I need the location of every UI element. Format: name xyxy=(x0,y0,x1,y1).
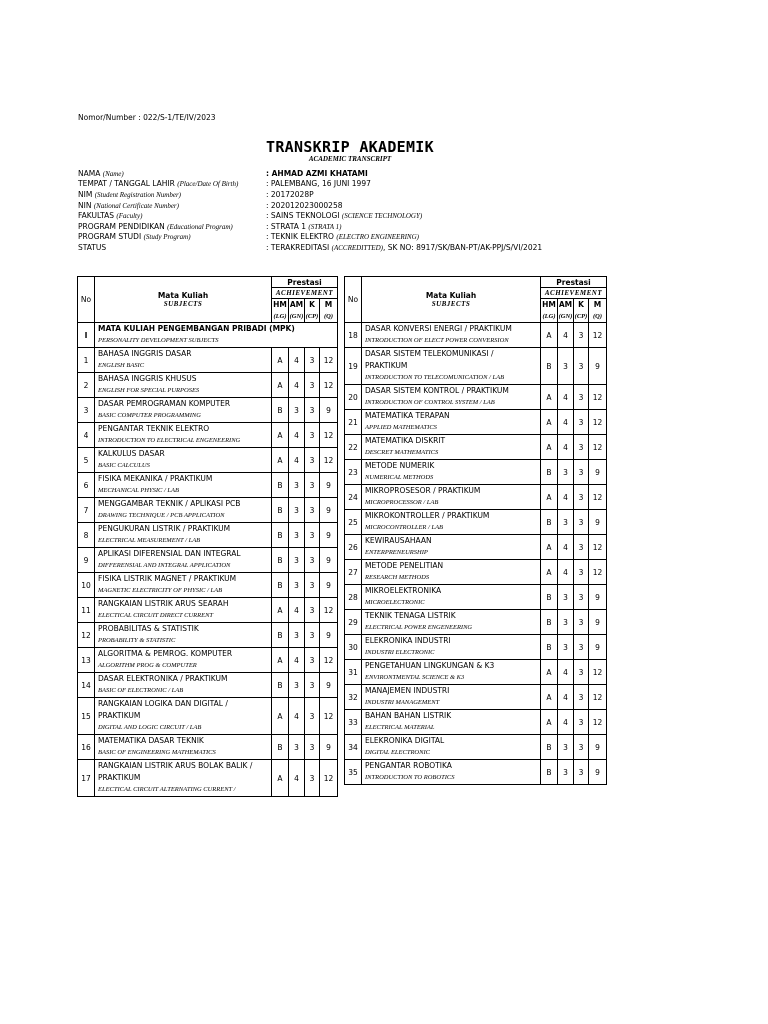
grade-number: 3 xyxy=(558,635,574,660)
credit-points: 3 xyxy=(305,573,320,598)
row-number: 5 xyxy=(78,448,95,473)
grade-letter: B xyxy=(541,460,558,485)
credit-points: 3 xyxy=(574,485,589,510)
credit-points: 3 xyxy=(574,735,589,760)
table-row xyxy=(345,348,607,385)
table-row xyxy=(345,410,607,435)
row-number: 35 xyxy=(345,760,362,785)
grade-letter: B xyxy=(272,573,289,598)
header-prestasi: Prestasi xyxy=(272,277,338,288)
info-label: PROGRAM STUDI (Study Program) xyxy=(78,232,191,242)
row-number: 11 xyxy=(78,598,95,623)
quality-points: 9 xyxy=(320,623,338,648)
subject-name: KEWIRAUSAHAAN ENTERPRENEURSHIP xyxy=(362,535,541,560)
quality-points: 12 xyxy=(589,385,607,410)
subject-name: RANGKAIAN LISTRIK ARUS BOLAK BALIK / PRAKTIKUM ELECTICAL CIRCUIT ALTERNATING CURRENT / xyxy=(95,760,272,797)
credit-points: 3 xyxy=(574,535,589,560)
credit-points: 3 xyxy=(305,648,320,673)
grade-letter: A xyxy=(541,660,558,685)
subject-name: MIKROPROSESOR / PRAKTIKUM MICROPROCESSOR / LAB xyxy=(362,485,541,510)
grade-letter: B xyxy=(541,585,558,610)
header-no: No xyxy=(345,277,362,323)
credit-points: 3 xyxy=(574,410,589,435)
grade-number: 3 xyxy=(289,735,305,760)
quality-points: 9 xyxy=(589,610,607,635)
row-number: 19 xyxy=(345,348,362,385)
grade-number: 4 xyxy=(289,760,305,797)
grade-letter: B xyxy=(272,473,289,498)
quality-points: 12 xyxy=(589,323,607,348)
subject-name: MATEMATIKA DASAR TEKNIK BASIC OF ENGINEERING MATHEMATICS xyxy=(95,735,272,760)
quality-points: 12 xyxy=(589,485,607,510)
row-number: 15 xyxy=(78,698,95,735)
quality-points: 12 xyxy=(589,435,607,460)
table-row xyxy=(345,460,607,485)
quality-points: 12 xyxy=(589,685,607,710)
table-row xyxy=(78,348,338,373)
row-number: 12 xyxy=(78,623,95,648)
grade-letter: A xyxy=(272,373,289,398)
transcript-table-left xyxy=(77,276,338,797)
grade-letter: A xyxy=(541,435,558,460)
header-no: No xyxy=(78,277,95,323)
quality-points: 12 xyxy=(320,373,338,398)
credit-points: 3 xyxy=(574,760,589,785)
grade-number: 3 xyxy=(558,348,574,385)
credit-points: 3 xyxy=(574,560,589,585)
row-number: 31 xyxy=(345,660,362,685)
quality-points: 12 xyxy=(589,660,607,685)
grade-letter: A xyxy=(272,698,289,735)
row-number: 28 xyxy=(345,585,362,610)
subject-name: BAHASA INGGRIS DASAR ENGLISH BASIC xyxy=(95,348,272,373)
credit-points: 3 xyxy=(574,710,589,735)
subject-name: KALKULUS DASAR BASIC CALCULUS xyxy=(95,448,272,473)
info-row xyxy=(78,179,542,190)
grade-letter: B xyxy=(272,398,289,423)
table-row xyxy=(345,585,607,610)
table-row xyxy=(78,398,338,423)
row-number: 24 xyxy=(345,485,362,510)
table-row xyxy=(78,735,338,760)
credit-points: 3 xyxy=(305,423,320,448)
subject-name: PENGETAHUAN LINGKUNGAN & K3 ENVIRONTMENTAL SCIENCE & K3 xyxy=(362,660,541,685)
info-label: STATUS xyxy=(78,242,107,252)
grade-letter: A xyxy=(541,535,558,560)
table-row xyxy=(78,498,338,523)
credit-points: 3 xyxy=(574,435,589,460)
row-number: 29 xyxy=(345,610,362,635)
grade-letter: A xyxy=(541,323,558,348)
table-row xyxy=(78,673,338,698)
quality-points: 9 xyxy=(589,585,607,610)
row-number: 26 xyxy=(345,535,362,560)
row-number: 34 xyxy=(345,735,362,760)
table-row xyxy=(78,648,338,673)
table-row xyxy=(345,635,607,660)
page-subtitle: ACADEMIC TRANSCRIPT xyxy=(308,155,392,163)
grade-letter: A xyxy=(541,410,558,435)
credit-points: 3 xyxy=(305,548,320,573)
table-row xyxy=(78,473,338,498)
section-title: MATA KULIAH PENGEMBANGAN PRIBADI (MPK) PERSONALITY DEVELOPMENT SUBJECTS xyxy=(95,323,338,348)
header-subject xyxy=(95,277,272,323)
row-number: 22 xyxy=(345,435,362,460)
info-label: NIN (National Certificate Number) xyxy=(78,200,179,210)
table-row xyxy=(78,548,338,573)
quality-points: 9 xyxy=(320,473,338,498)
credit-points: 3 xyxy=(305,598,320,623)
subject-name: RANGKAIAN LOGIKA DAN DIGITAL / PRAKTIKUM DIGITAL AND LOGIC CIRCUIT / LAB xyxy=(95,698,272,735)
student-info xyxy=(78,168,542,253)
table-row xyxy=(78,760,338,797)
quality-points: 12 xyxy=(320,348,338,373)
credit-points: 3 xyxy=(305,760,320,797)
quality-points: 12 xyxy=(589,560,607,585)
row-number: 23 xyxy=(345,460,362,485)
credit-points: 3 xyxy=(574,460,589,485)
grade-number: 3 xyxy=(289,573,305,598)
quality-points: 9 xyxy=(320,523,338,548)
table-row xyxy=(345,560,607,585)
header-subjects-en: SUBJECTS xyxy=(431,300,471,308)
info-label: FAKULTAS (Faculty) xyxy=(78,211,143,221)
quality-points: 9 xyxy=(320,735,338,760)
quality-points: 9 xyxy=(320,673,338,698)
page-title: TRANSKRIP AKADEMIK xyxy=(266,138,434,156)
credit-points: 3 xyxy=(305,698,320,735)
table-row xyxy=(78,573,338,598)
section-row xyxy=(78,323,338,348)
info-value: : STRATA 1 (STRATA 1) xyxy=(266,221,342,231)
row-number: 14 xyxy=(78,673,95,698)
grade-letter: A xyxy=(272,760,289,797)
header-k: K (CP) xyxy=(574,299,589,323)
credit-points: 3 xyxy=(305,473,320,498)
quality-points: 12 xyxy=(320,648,338,673)
header-hm: HM (LG) xyxy=(272,299,289,323)
grade-number: 3 xyxy=(558,760,574,785)
header-m: M (Q) xyxy=(589,299,607,323)
subject-name: DASAR SISTEM TELEKOMUNIKASI / PRAKTIKUM INTRODUCTION TO TELECOMUNICATION / LAB xyxy=(362,348,541,385)
grade-number: 4 xyxy=(289,423,305,448)
subject-name: METODE NUMERIK NUMERICAL METHODS xyxy=(362,460,541,485)
info-value: : TERAKREDITASI (ACCREDITTED), SK NO: 8917/SK/BAN-PT/AK-PPJ/S/VI/2021 xyxy=(266,242,543,252)
grade-number: 3 xyxy=(558,510,574,535)
header-achievement: ACHIEVEMENT xyxy=(541,288,607,299)
grade-letter: B xyxy=(541,735,558,760)
header-am: AM (GN) xyxy=(558,299,574,323)
subject-name: MANAJEMEN INDUSTRI INDUSTRI MANAGEMENT xyxy=(362,685,541,710)
quality-points: 12 xyxy=(320,448,338,473)
grade-letter: A xyxy=(541,710,558,735)
row-number: 18 xyxy=(345,323,362,348)
subject-name: PROBABILITAS & STATISTIK PROBABILITY & STATISTIC xyxy=(95,623,272,648)
row-number: 30 xyxy=(345,635,362,660)
table-row xyxy=(78,373,338,398)
quality-points: 12 xyxy=(589,710,607,735)
grade-number: 4 xyxy=(558,660,574,685)
grade-number: 3 xyxy=(558,735,574,760)
info-label: PROGRAM PENDIDIKAN (Educational Program) xyxy=(78,221,233,231)
grade-number: 3 xyxy=(289,673,305,698)
grade-letter: B xyxy=(541,610,558,635)
subject-name: PENGANTAR ROBOTIKA INTRODUCTION TO ROBOTICS xyxy=(362,760,541,785)
grade-number: 3 xyxy=(558,460,574,485)
credit-points: 3 xyxy=(305,373,320,398)
header-hm: HM (LG) xyxy=(541,299,558,323)
section-number: I xyxy=(78,323,95,348)
subject-name: BAHAN BAHAN LISTRIK ELECTRICAL MATERIAL xyxy=(362,710,541,735)
grade-letter: B xyxy=(541,510,558,535)
info-label: NIM (Student Registration Number) xyxy=(78,189,182,199)
grade-number: 4 xyxy=(558,323,574,348)
grade-number: 3 xyxy=(558,585,574,610)
grade-number: 4 xyxy=(289,648,305,673)
grade-number: 4 xyxy=(558,485,574,510)
row-number: 33 xyxy=(345,710,362,735)
grade-letter: B xyxy=(272,498,289,523)
table-row xyxy=(345,535,607,560)
subject-name: BAHASA INGGRIS KHUSUS ENGLISH FOR SPECIAL PURPOSES xyxy=(95,373,272,398)
credit-points: 3 xyxy=(574,660,589,685)
subject-name: MATEMATIKA TERAPAN APPLIED MATHEMATICS xyxy=(362,410,541,435)
row-number: 17 xyxy=(78,760,95,797)
table-row xyxy=(78,623,338,648)
row-number: 2 xyxy=(78,373,95,398)
quality-points: 12 xyxy=(320,698,338,735)
grade-number: 4 xyxy=(289,698,305,735)
row-number: 27 xyxy=(345,560,362,585)
credit-points: 3 xyxy=(305,623,320,648)
subject-name: MIKROKONTROLLER / PRAKTIKUM MICROCONTROLLER / LAB xyxy=(362,510,541,535)
quality-points: 9 xyxy=(589,510,607,535)
row-number: 16 xyxy=(78,735,95,760)
table-row xyxy=(345,660,607,685)
grade-letter: B xyxy=(272,548,289,573)
grade-letter: A xyxy=(272,598,289,623)
subject-name: APLIKASI DIFERENSIAL DAN INTEGRAL DIFFERENSIAL AND INTEGRAL APPLICATION xyxy=(95,548,272,573)
subject-name: DASAR SISTEM KONTROL / PRAKTIKUM INTRODUCTION OF CONTROL SYSTEM / LAB xyxy=(362,385,541,410)
credit-points: 3 xyxy=(574,385,589,410)
credit-points: 3 xyxy=(574,635,589,660)
subject-name: DASAR KONVERSI ENERGI / PRAKTIKUM INTRODUCTION OF ELECT POWER CONVERSION xyxy=(362,323,541,348)
grade-letter: A xyxy=(541,560,558,585)
grade-letter: B xyxy=(541,635,558,660)
table-row xyxy=(78,423,338,448)
quality-points: 12 xyxy=(320,760,338,797)
grade-letter: B xyxy=(272,523,289,548)
header-subjects-en: SUBJECTS xyxy=(163,300,203,308)
table-row xyxy=(78,523,338,548)
row-number: 25 xyxy=(345,510,362,535)
quality-points: 9 xyxy=(320,398,338,423)
subject-name: DASAR ELEKTRONIKA / PRAKTIKUM BASIC OF ELECTRONIC / LAB xyxy=(95,673,272,698)
grade-number: 4 xyxy=(558,435,574,460)
grade-number: 3 xyxy=(289,523,305,548)
quality-points: 9 xyxy=(320,498,338,523)
info-value: : SAINS TEKNOLOGI (SCIENCE TECHNOLOGY) xyxy=(266,211,423,221)
quality-points: 12 xyxy=(320,423,338,448)
table-row xyxy=(345,760,607,785)
quality-points: 9 xyxy=(589,460,607,485)
credit-points: 3 xyxy=(305,448,320,473)
header-achievement: ACHIEVEMENT xyxy=(272,288,338,299)
header-k: K (CP) xyxy=(305,299,320,323)
grade-letter: A xyxy=(272,648,289,673)
credit-points: 3 xyxy=(574,323,589,348)
row-number: 32 xyxy=(345,685,362,710)
grade-number: 4 xyxy=(558,535,574,560)
grade-number: 3 xyxy=(289,398,305,423)
credit-points: 3 xyxy=(305,398,320,423)
quality-points: 12 xyxy=(320,598,338,623)
grade-letter: B xyxy=(272,623,289,648)
grade-number: 4 xyxy=(558,385,574,410)
info-label: TEMPAT / TANGGAL LAHIR (Place/Date Of Birth) xyxy=(78,179,239,189)
header-subject xyxy=(362,277,541,323)
grade-letter: A xyxy=(541,385,558,410)
header-am: AM (GN) xyxy=(289,299,305,323)
subject-name: RANGKAIAN LISTRIK ARUS SEARAH ELECTICAL CIRCUIT DIRECT CURRENT xyxy=(95,598,272,623)
subject-name: MIKROELEKTRONIKA MICROELECTRONIC xyxy=(362,585,541,610)
grade-letter: B xyxy=(272,673,289,698)
info-value: : 20172028P xyxy=(266,189,314,199)
table-row xyxy=(345,385,607,410)
info-row xyxy=(78,200,542,211)
credit-points: 3 xyxy=(305,523,320,548)
info-value: : PALEMBANG, 16 JUNI 1997 xyxy=(266,179,371,189)
subject-name: FISIKA MEKANIKA / PRAKTIKUM MECHANICAL PHYSIC / LAB xyxy=(95,473,272,498)
grade-number: 4 xyxy=(289,373,305,398)
subject-name: ELEKRONIKA INDUSTRI INDUSTRI ELECTRONIC xyxy=(362,635,541,660)
subject-name: METODE PENELITIAN RESEARCH METHODS xyxy=(362,560,541,585)
quality-points: 9 xyxy=(320,573,338,598)
credit-points: 3 xyxy=(305,498,320,523)
header-prestasi: Prestasi xyxy=(541,277,607,288)
info-row xyxy=(78,232,542,243)
table-row xyxy=(78,698,338,735)
row-number: 6 xyxy=(78,473,95,498)
info-row xyxy=(78,168,542,179)
subject-name: MATEMATIKA DISKRIT DESCRET MATHEMATICS xyxy=(362,435,541,460)
grade-letter: A xyxy=(541,685,558,710)
subject-name: PENGUKURAN LISTRIK / PRAKTIKUM ELECTRICAL MEASUREMENT / LAB xyxy=(95,523,272,548)
credit-points: 3 xyxy=(305,673,320,698)
grade-number: 4 xyxy=(558,710,574,735)
credit-points: 3 xyxy=(574,585,589,610)
table-row xyxy=(345,710,607,735)
document-number: Nomor/Number : 022/S-1/TE/IV/2023 xyxy=(78,113,216,122)
grade-letter: B xyxy=(541,348,558,385)
transcript-table-right xyxy=(344,276,607,785)
table-row xyxy=(345,610,607,635)
info-row xyxy=(78,210,542,221)
info-value: : TEKNIK ELEKTRO (ELECTRO ENGINEERING) xyxy=(266,232,419,242)
grade-letter: B xyxy=(272,735,289,760)
subject-name: FISIKA LISTRIK MAGNET / PRAKTIKUM MAGNETIC ELECTRICITY OF PHYSIC / LAB xyxy=(95,573,272,598)
quality-points: 9 xyxy=(589,735,607,760)
table-row xyxy=(345,735,607,760)
grade-number: 4 xyxy=(558,560,574,585)
row-number: 8 xyxy=(78,523,95,548)
row-number: 4 xyxy=(78,423,95,448)
quality-points: 12 xyxy=(589,535,607,560)
grade-number: 3 xyxy=(289,498,305,523)
table-row xyxy=(345,323,607,348)
credit-points: 3 xyxy=(305,348,320,373)
subject-name: ALGORITMA & PEMROG. KOMPUTER ALGORITHM PROG & COMPUTER xyxy=(95,648,272,673)
credit-points: 3 xyxy=(574,610,589,635)
quality-points: 12 xyxy=(589,410,607,435)
table-row xyxy=(345,510,607,535)
table-row xyxy=(78,598,338,623)
grade-number: 4 xyxy=(289,448,305,473)
row-number: 3 xyxy=(78,398,95,423)
grade-letter: B xyxy=(541,760,558,785)
grade-number: 4 xyxy=(558,410,574,435)
credit-points: 3 xyxy=(574,685,589,710)
info-row xyxy=(78,189,542,200)
info-row xyxy=(78,221,542,232)
info-row xyxy=(78,242,542,253)
grade-number: 3 xyxy=(289,623,305,648)
credit-points: 3 xyxy=(574,510,589,535)
info-label: NAMA (Name) xyxy=(78,168,124,178)
subject-name: ELEKRONIKA DIGITAL DIGITAL ELECTRONIC xyxy=(362,735,541,760)
grade-letter: A xyxy=(541,485,558,510)
row-number: 20 xyxy=(345,385,362,410)
subject-name: MENGGAMBAR TEKNIK / APLIKASI PCB DRAWING TECHNIQUE / PCB APPLICATION xyxy=(95,498,272,523)
quality-points: 9 xyxy=(589,760,607,785)
header-mata-kuliah: Mata Kuliah xyxy=(157,291,209,300)
row-number: 21 xyxy=(345,410,362,435)
table-row xyxy=(345,485,607,510)
grade-number: 3 xyxy=(289,473,305,498)
quality-points: 9 xyxy=(589,635,607,660)
credit-points: 3 xyxy=(574,348,589,385)
grade-number: 3 xyxy=(558,610,574,635)
subject-name: DASAR PEMROGRAMAN KOMPUTER BASIC COMPUTER PROGRAMMING xyxy=(95,398,272,423)
grade-letter: A xyxy=(272,448,289,473)
quality-points: 9 xyxy=(320,548,338,573)
header-m: M (Q) xyxy=(320,299,338,323)
grade-number: 4 xyxy=(289,348,305,373)
row-number: 13 xyxy=(78,648,95,673)
table-row xyxy=(345,435,607,460)
quality-points: 9 xyxy=(589,348,607,385)
table-row xyxy=(78,448,338,473)
grade-letter: A xyxy=(272,423,289,448)
info-value: : 202012023000258 xyxy=(266,200,343,210)
row-number: 10 xyxy=(78,573,95,598)
credit-points: 3 xyxy=(305,735,320,760)
subject-name: PENGANTAR TEKNIK ELEKTRO INTRODUCTION TO ELECTRICAL ENGENEERING xyxy=(95,423,272,448)
grade-number: 4 xyxy=(558,685,574,710)
table-row xyxy=(345,685,607,710)
row-number: 9 xyxy=(78,548,95,573)
grade-number: 3 xyxy=(289,548,305,573)
grade-number: 4 xyxy=(289,598,305,623)
subject-name: TEKNIK TENAGA LISTRIK ELECTRICAL POWER ENGENEERING xyxy=(362,610,541,635)
row-number: 1 xyxy=(78,348,95,373)
row-number: 7 xyxy=(78,498,95,523)
header-mata-kuliah: Mata Kuliah xyxy=(425,291,477,300)
grade-letter: A xyxy=(272,348,289,373)
info-value: : AHMAD AZMI KHATAMI xyxy=(266,168,368,178)
